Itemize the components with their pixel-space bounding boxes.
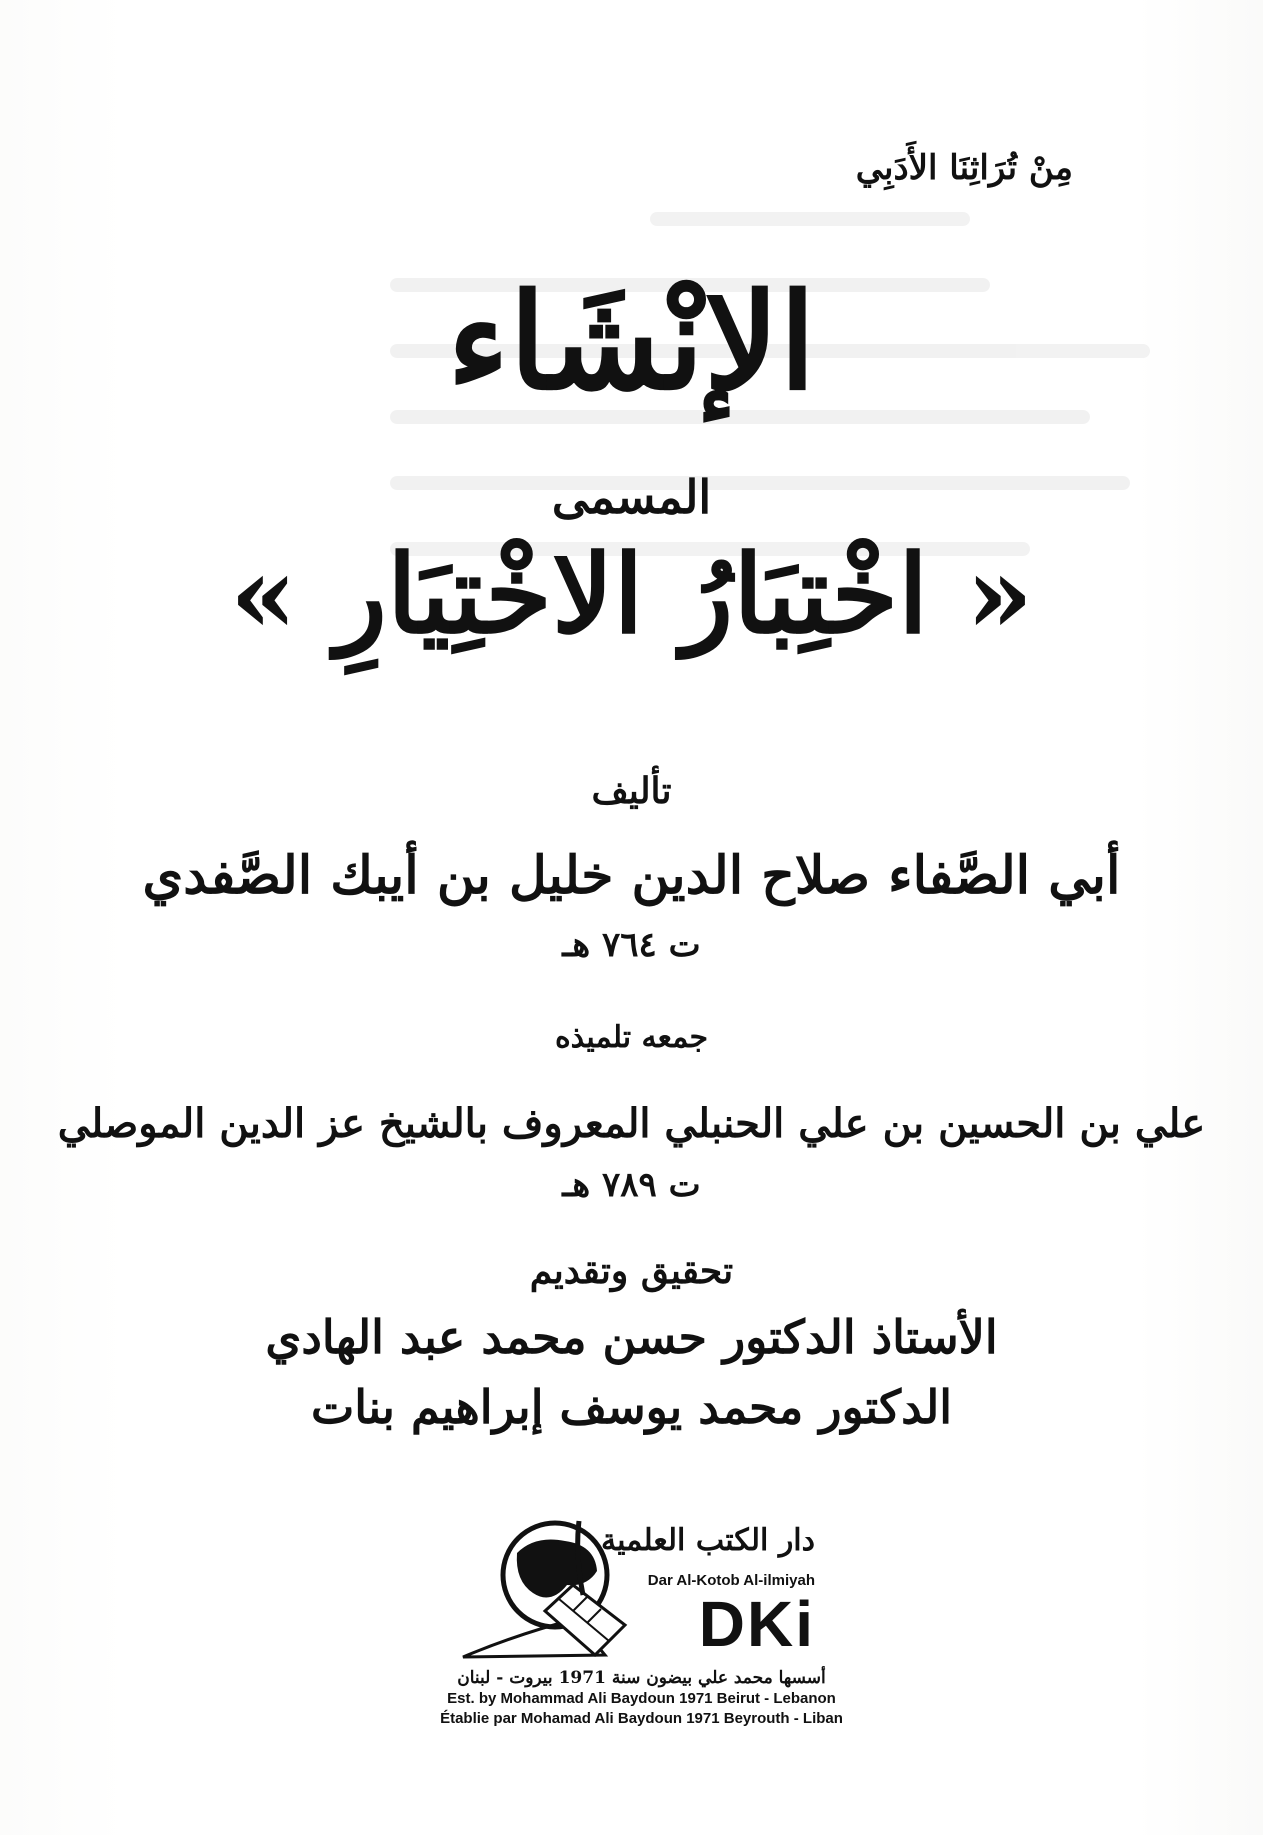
compiler-label: جمعه تلميذه [554,1020,709,1055]
publisher-name-latin: Dar Al-Kotob Al-ilmiyah [647,1572,815,1589]
author-name: أبي الصَّفاء صلاح الدين خليل بن أيبك الصَّفدي [142,845,1121,906]
editor-name-2: الدكتور محمد يوسف إبراهيم بنات [310,1380,953,1434]
book-title: الإنْشَاء [447,265,816,420]
publisher-acronym: DKi [698,1588,815,1660]
editor-name-1: الأستاذ الدكتور حسن محمد عبد الهادي [265,1310,998,1364]
compiler-name: علي بن الحسين بن علي الحنبلي المعروف بالشيخ عز الدين الموصلي [57,1100,1206,1147]
publisher-logo [455,1515,815,1665]
series-title: مِنْ تُرَاثِنَا الأَدَبِي [855,148,1073,188]
founded-french: Établie par Mohamad Ali Baydoun 1971 Beyrouth - Liban [440,1710,843,1727]
founded-english: Est. by Mohammad Ali Baydoun 1971 Beirut - Lebanon [447,1690,836,1707]
editors-label: تحقيق وتقديم [529,1250,734,1292]
compiler-death-date: ت ٧٨٩ هـ [562,1165,701,1205]
title-called-label: المسمى [551,470,712,524]
author-death-date: ت ٧٦٤ هـ [562,925,701,965]
publisher-name-arabic: دار الكتب العلمية [601,1523,815,1558]
book-subtitle: « اخْتِبَارُ الاخْتِيَارِ » [229,532,1034,658]
founded-arabic: أسسها محمد علي بيضون سنة 1971 بيروت - لبنان [457,1668,826,1688]
authorship-label: تأليف [591,770,672,812]
